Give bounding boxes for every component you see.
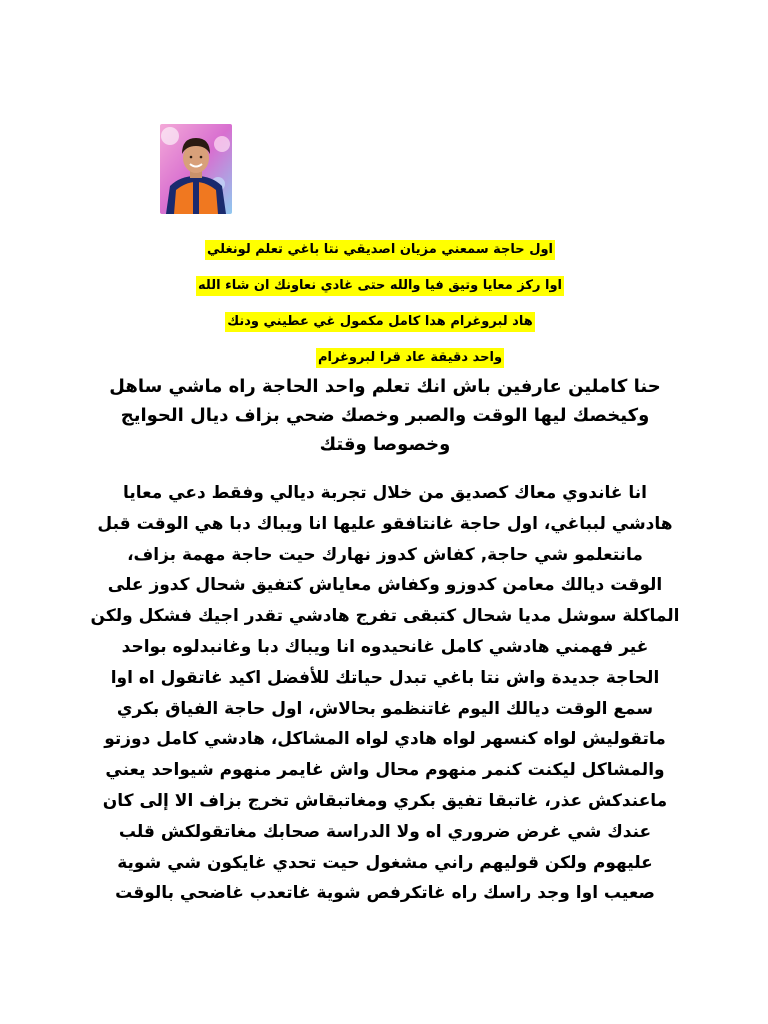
paragraph-line: سمع الوقت ديالك اليوم غاتنظمو بحالاش، اول حاجة الفياق بكري (116, 698, 654, 719)
highlight-text: هاد لبروغرام هدا كامل مكمول غي عطيني ودنك (225, 312, 534, 332)
paragraph-line: صعيب اوا وجد راسك راه غاتكرفص شوية غاتعدب غاضحي بالوقت (115, 883, 655, 904)
paragraph-line: انا غاندوي معاك كصديق من خلال تجربة ديالي وفقط دعي معايا (122, 483, 648, 503)
highlight-text: واحد دقيقة عاد قرا لبروغرام (316, 348, 504, 368)
paragraph-line: ماعندكش عذر، غاتبقا تفيق بكري ومغاتبقاش تخرج بزاف الا إلى كان (102, 790, 668, 811)
paragraph-body (70, 478, 700, 909)
paragraph-line: وكيخصك ليها الوقت والصبر وخصك ضحي بزاف ديال الحوايج (120, 405, 650, 426)
highlight-line-4 (150, 340, 610, 376)
paragraph-line: مانتعلمو شي حاجة, كفاش كدوز نهارك حيت حاجة مهمة بزاف، (127, 544, 643, 565)
highlighted-intro (150, 232, 610, 376)
paragraph-line: ماتقوليش لواه كنسهر لواه هادي لواه المشاكل، هادشي كامل دوزتو (104, 729, 666, 750)
highlight-line-3 (150, 304, 610, 340)
paragraph-line: هادشي لبباغي، اول حاجة غانتافقو عليها انا ويباك دبا هي الوقت قبل (97, 513, 673, 534)
paragraph-line: الحاجة جديدة واش نتا باغي تبدل حياتك للأفضل اكيد غاتقول اه اوا (110, 667, 660, 688)
highlight-text: اوا ركز معايا وتيق فيا والله حتى غادي نعاونك ان شاء الله (196, 276, 564, 296)
paragraph-line: غير فهمني هادشي كامل غانحيدوه انا ويباك دبا وغانبدلوه بواحد (121, 636, 649, 657)
paragraph-line: والمشاكل ليكنت كنمر منهوم محال واش غايمر منهوم شيواحد يعني (105, 760, 665, 781)
paragraph-line: الوقت ديالك معامن كدوزو وكفاش معاياش كتفيق شحال كدوز على (107, 575, 663, 596)
person-photo-illustration (160, 124, 232, 214)
profile-photo (160, 124, 232, 214)
paragraph-line: عليهوم ولكن قوليهم راني مشغول حيت تحدي غايكون شي شوية (117, 852, 653, 873)
highlight-line-1 (150, 232, 610, 268)
paragraph-line: عندك شي غرض ضروري اه ولا الدراسة صحابك مغاتقولكش قلب (118, 821, 652, 842)
highlight-line-2 (150, 268, 610, 304)
paragraph-line: وخصوصا وقتك (319, 434, 451, 455)
paragraph-line: الماكلة سوشل مديا شحال كتبقى تفرج هادشي تقدر اجيك فشكل ولكن (90, 606, 680, 627)
paragraph-intro (80, 372, 690, 459)
highlight-text: اول حاجة سمعني مزيان اصديقي نتا باغي تعلم لونغلي (205, 240, 555, 260)
paragraph-line: حنا كاملين عارفين باش انك تعلم واحد الحاجة راه ماشي ساهل (109, 376, 661, 397)
